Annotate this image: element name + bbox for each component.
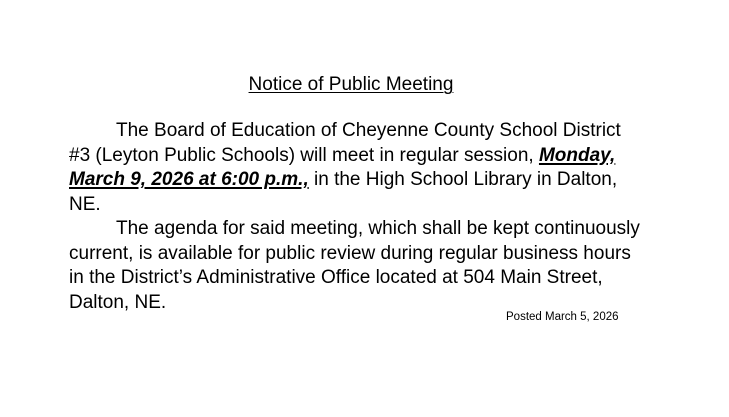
agenda-paragraph: The agenda for said meeting, which shall be kept continuously current, is available for public review during regular business hours in the District’s Administrative Office located at 504 Main Street, Dalton, NE. bbox=[69, 218, 640, 313]
meeting-paragraph bbox=[69, 119, 644, 217]
meeting-paragraph-intro: The Board of Education of Cheyenne County School District #3 (Leyton Public Schools) will meet in regular session, bbox=[69, 120, 621, 166]
meeting-date-time: Monday, March 9, 2026 at 6:00 p.m., bbox=[69, 144, 616, 190]
meeting-paragraph-location: in the High School Library in Dalton, NE. bbox=[69, 169, 618, 215]
notice-body bbox=[69, 119, 644, 315]
notice-title: Notice of Public Meeting bbox=[248, 74, 454, 95]
posted-date: Posted March 5, 2026 bbox=[506, 311, 619, 323]
